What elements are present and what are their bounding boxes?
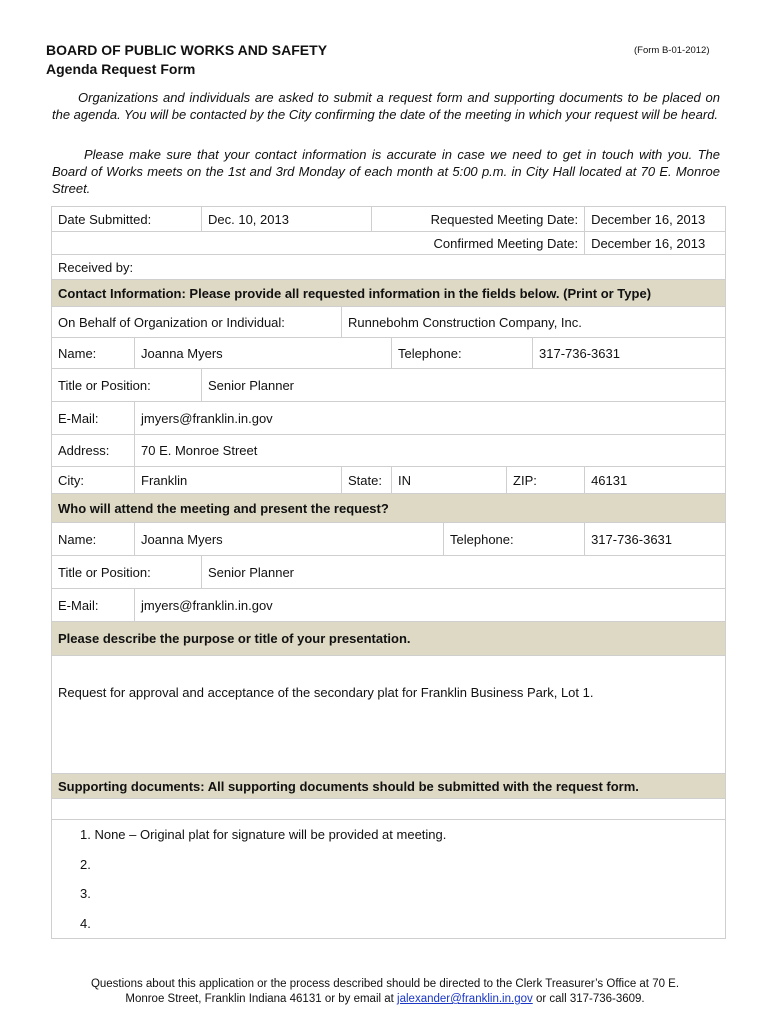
contact-zip-field[interactable]: 46131 [585, 467, 726, 494]
requested-meeting-date-field[interactable]: December 16, 2013 [585, 207, 726, 232]
date-submitted-label: Date Submitted: [52, 207, 202, 232]
confirmed-meeting-date-label: Confirmed Meeting Date: [52, 232, 585, 255]
contact-info-heading-row [52, 280, 726, 307]
contact-title-row [52, 369, 726, 402]
attendee-title-label: Title or Position: [52, 556, 202, 589]
footer-line-2-pre: Monroe Street, Franklin Indiana 46131 or by email at [125, 993, 398, 1005]
date-submitted-row [52, 207, 726, 232]
attendee-email-label: E-Mail: [52, 589, 135, 622]
requested-meeting-date-label: Requested Meeting Date: [372, 207, 585, 232]
attendee-title-row [52, 556, 726, 589]
confirmed-meeting-row [52, 232, 726, 255]
intro-paragraph-1: Organizations and individuals are asked to submit a request form and supporting documents to be placed on the agenda. You will be contacted by the City confirming the date of the meeting in which your request will be heard. [52, 90, 720, 122]
date-submitted-field[interactable]: Dec. 10, 2013 [202, 207, 372, 232]
attendee-name-field[interactable]: Joanna Myers [135, 523, 444, 556]
documents-heading-row [52, 774, 726, 799]
clerk-email-link[interactable]: jalexander@franklin.in.gov [397, 993, 533, 1005]
contact-telephone-field[interactable]: 317-736-3631 [533, 338, 726, 369]
contact-email-field[interactable]: jmyers@franklin.in.gov [135, 402, 726, 435]
received-by-row [52, 255, 726, 280]
confirmed-meeting-date-field[interactable]: December 16, 2013 [585, 232, 726, 255]
attendee-email-field[interactable]: jmyers@franklin.in.gov [135, 589, 726, 622]
contact-state-field[interactable]: IN [392, 467, 507, 494]
documents-spacer [52, 799, 726, 820]
purpose-heading: Please describe the purpose or title of your presentation. [52, 622, 726, 656]
document-item-row [52, 879, 726, 909]
contact-info-heading: Contact Information: Please provide all requested information in the fields below. (Print or Type) [52, 280, 726, 307]
attendee-email-row [52, 589, 726, 622]
footer-note [40, 977, 730, 1007]
contact-title-label: Title or Position: [52, 369, 202, 402]
attendee-telephone-field[interactable]: 317-736-3631 [585, 523, 726, 556]
document-item-row [52, 850, 726, 879]
behalf-row [52, 307, 726, 338]
footer-line-2 [40, 992, 730, 1007]
document-item-2[interactable]: 2. [52, 850, 726, 879]
contact-address-label: Address: [52, 435, 135, 467]
document-item-4[interactable]: 4. [52, 909, 726, 939]
attendee-telephone-label: Telephone: [444, 523, 585, 556]
documents-spacer-row [52, 799, 726, 820]
contact-state-label: State: [342, 467, 392, 494]
received-by-field[interactable] [52, 255, 726, 280]
footer-line-1: Questions about this application or the process described should be directed to the Clerk Treasurer’s Office at 70 E. [90, 978, 680, 990]
attendee-heading: Who will attend the meeting and present the request? [52, 494, 726, 523]
contact-name-label: Name: [52, 338, 135, 369]
request-form-table [51, 206, 726, 939]
contact-city-row [52, 467, 726, 494]
contact-telephone-label: Telephone: [392, 338, 533, 369]
document-item-row [52, 909, 726, 939]
document-item-1[interactable]: 1. None – Original plat for signature will be provided at meeting. [52, 820, 726, 850]
contact-address-field[interactable]: 70 E. Monroe Street [135, 435, 726, 467]
contact-address-row [52, 435, 726, 467]
contact-name-row [52, 338, 726, 369]
contact-zip-label: ZIP: [507, 467, 585, 494]
behalf-label: On Behalf of Organization or Individual: [52, 307, 342, 338]
contact-email-row [52, 402, 726, 435]
form-title: BOARD OF PUBLIC WORKS AND SAFETY [46, 42, 328, 58]
form-subtitle: Agenda Request Form [46, 61, 196, 77]
contact-email-label: E-Mail: [52, 402, 135, 435]
intro-paragraph-2: Please make sure that your contact information is accurate in case we need to get in touch with you. The Board of Works meets on the 1st and 3rd Monday of each month at 5:00 p.m. in City Hall located at 70 E. Monroe Street. [52, 147, 720, 196]
received-by-label: Received by: [58, 259, 134, 275]
purpose-row [52, 656, 726, 774]
attendee-title-field[interactable]: Senior Planner [202, 556, 726, 589]
purpose-field[interactable]: Request for approval and acceptance of the secondary plat for Franklin Business Park, Lot 1. [52, 656, 726, 774]
document-item-3[interactable]: 3. [52, 879, 726, 909]
form-number: (Form B-01-2012) [634, 45, 710, 56]
footer-line-2-post: or call 317-736-3609. [532, 993, 645, 1005]
attendee-heading-row [52, 494, 726, 523]
contact-city-label: City: [52, 467, 135, 494]
documents-heading: Supporting documents: All supporting documents should be submitted with the request form. [52, 774, 726, 799]
document-item-row [52, 820, 726, 850]
contact-name-field[interactable]: Joanna Myers [135, 338, 392, 369]
contact-city-field[interactable]: Franklin [135, 467, 342, 494]
attendee-name-label: Name: [52, 523, 135, 556]
behalf-field[interactable]: Runnebohm Construction Company, Inc. [342, 307, 726, 338]
purpose-heading-row [52, 622, 726, 656]
attendee-name-row [52, 523, 726, 556]
contact-title-field[interactable]: Senior Planner [202, 369, 726, 402]
